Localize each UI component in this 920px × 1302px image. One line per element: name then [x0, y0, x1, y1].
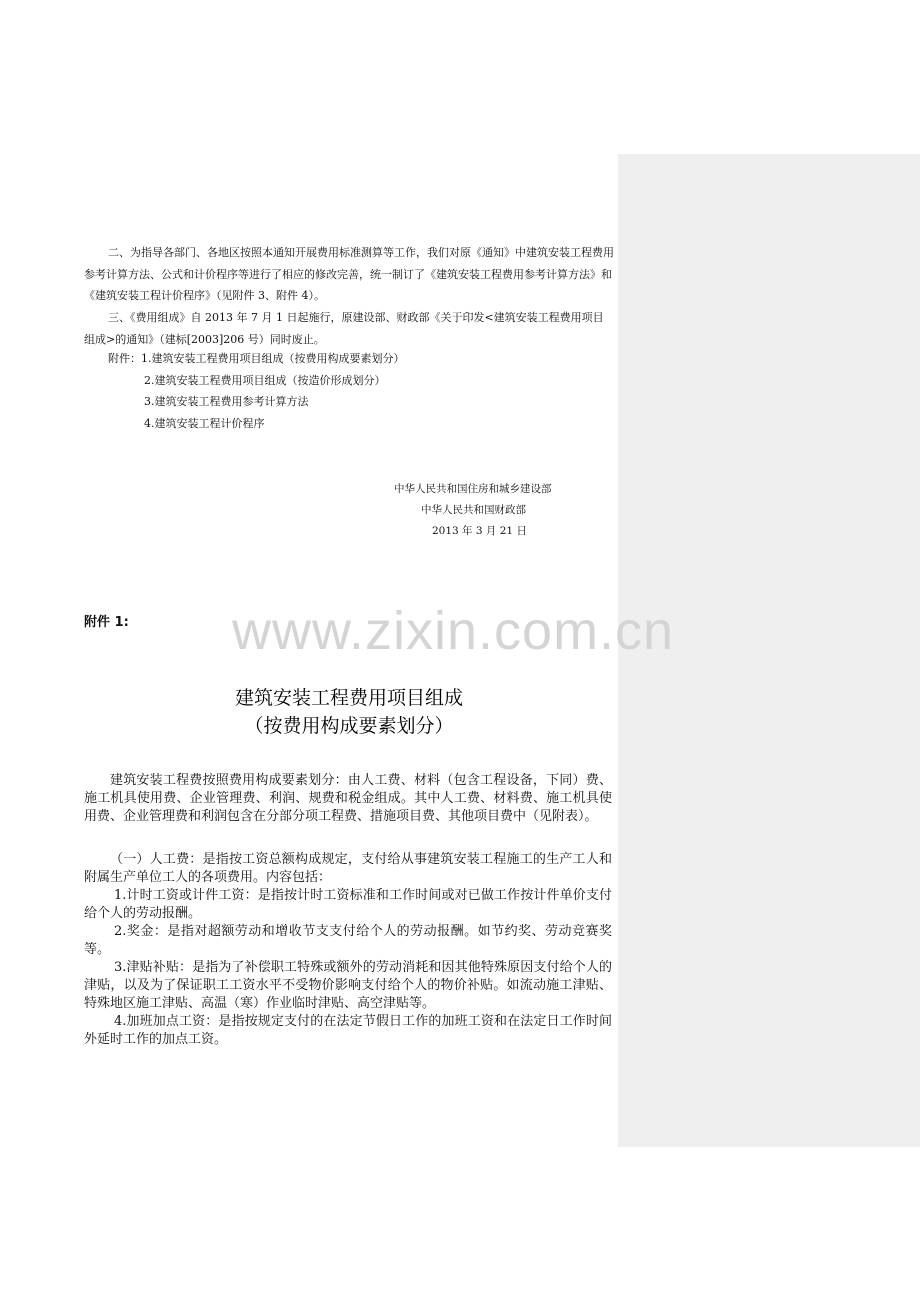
paragraph-three: 三、《费用组成》自 2013 年 7 月 1 日起施行，原建设部、财政部《关于印发<建筑安装工程费用项目组成>的通知》（建标[2003]206 号）同时废止。	[84, 311, 604, 346]
document-subtitle: （按费用构成要素划分）	[244, 715, 454, 737]
watermark: www.zixin.com.cn	[232, 601, 675, 661]
attachment-item-3: 3.建筑安装工程费用参考计算方法	[144, 395, 309, 408]
document-title: 建筑安装工程费用项目组成	[234, 687, 463, 709]
body-paragraph-allowance: 3.津贴补贴：是指为了补偿职工特殊或额外的劳动消耗和因其他特殊原因支付给个人的津贴，以及为了保证职工工资水平不受物价影响支付给个人的物价补贴。如流动施工津贴、特殊地区施工津贴、高温（寒）作业临时津贴、高空津贴等。	[84, 960, 612, 1011]
annex-label: 附件 1:	[84, 615, 129, 630]
paragraph-two: 二、为指导各部门、各地区按照本通知开展费用标准测算等工作，我们对原《通知》中建筑安装工程费用参考计算方法、公式和计价程序等进行了相应的修改完善，统一制订了《建筑安装工程费用参考计算方法》和《建筑安装工程计价程序》（见附件 3、附件 4）。	[84, 246, 614, 302]
attachment-list-head: 附件：1.建筑安装工程费用项目组成（按费用构成要素划分）	[108, 352, 405, 365]
attachment-item-4: 4.建筑安装工程计价程序	[144, 417, 265, 430]
signature-date: 2013 年 3 月 21 日	[432, 525, 527, 537]
body-paragraph-time-wage: 1.计时工资或计件工资：是指按计时工资标准和工作时间或对已做工作按计件单价支付给个人的劳动报酬。	[84, 888, 612, 921]
body-paragraph-intro: 建筑安装工程费按照费用构成要素划分：由人工费、材料（包含工程设备，下同）费、施工机具使用费、企业管理费、利润、规费和税金组成。其中人工费、材料费、施工机具使用费、企业管理费和利润包含在分部分项工程费、措施项目费、其他项目费中（见附表）。	[84, 773, 612, 824]
signature-org-finance: 中华人民共和国财政部	[421, 504, 526, 516]
body-paragraph-labor-cost: （一）人工费：是指按工资总额构成规定，支付给从事建筑安装工程施工的生产工人和附属生产单位工人的各项费用。内容包括：	[84, 852, 612, 885]
body-paragraph-overtime: 4.加班加点工资：是指按规定支付的在法定节假日工作的加班工资和在法定日工作时间外延时工作的加点工资。	[84, 1014, 612, 1047]
body-paragraph-bonus: 2.奖金：是指对超额劳动和增收节支支付给个人的劳动报酬。如节约奖、劳动竞赛奖等。	[84, 924, 612, 957]
signature-org-housing: 中华人民共和国住房和城乡建设部	[394, 483, 552, 495]
attachment-item-2: 2.建筑安装工程费用项目组成（按造价形成划分）	[144, 374, 386, 387]
